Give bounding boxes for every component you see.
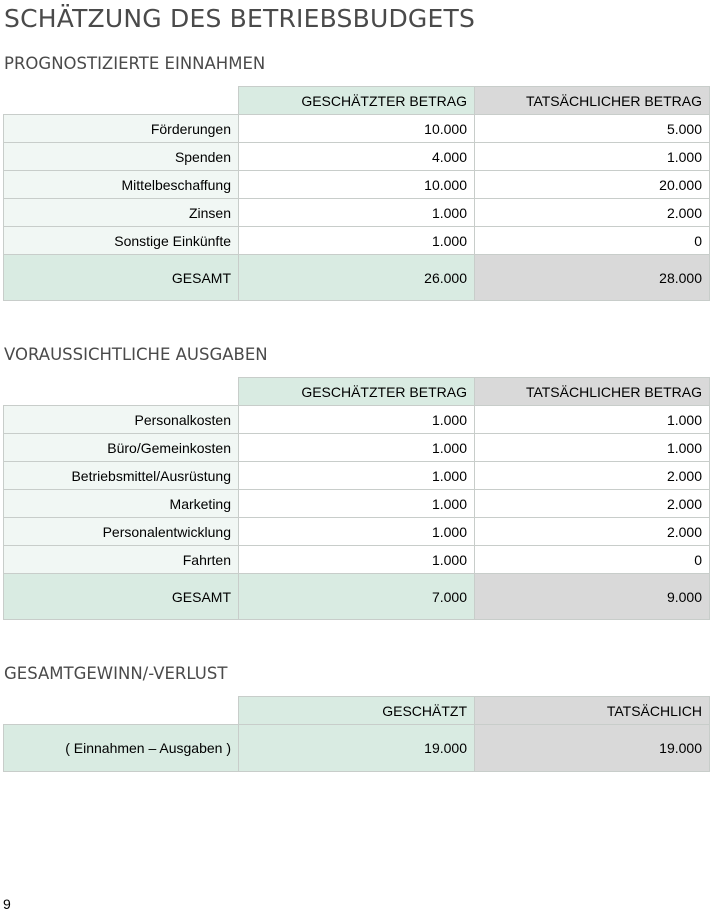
income-total-actual: 28.000 — [475, 255, 710, 301]
expenses-total-row — [4, 574, 710, 620]
income-row-estimated: 1.000 — [239, 227, 475, 255]
profit-section-title: GESAMTGEWINN/-VERLUST — [4, 664, 228, 683]
expenses-row-estimated: 1.000 — [239, 434, 475, 462]
expenses-row-label: Marketing — [4, 490, 239, 518]
expenses-row-actual: 1.000 — [475, 434, 710, 462]
expenses-row-buero — [4, 434, 710, 462]
income-row-label: Mittelbeschaffung — [4, 171, 239, 199]
profit-row-estimated: 19.000 — [239, 725, 475, 772]
income-row-label: Förderungen — [4, 115, 239, 143]
expenses-row-label: Betriebsmittel/Ausrüstung — [4, 462, 239, 490]
income-row-mittelbeschaffung — [4, 171, 710, 199]
income-row-actual: 1.000 — [475, 143, 710, 171]
expenses-row-estimated: 1.000 — [239, 518, 475, 546]
income-row-label: Spenden — [4, 143, 239, 171]
expenses-row-fahrten — [4, 546, 710, 574]
profit-header-blank — [4, 697, 239, 725]
expenses-row-betriebsmittel — [4, 462, 710, 490]
expenses-row-personalentwicklung — [4, 518, 710, 546]
expenses-header-blank — [4, 378, 239, 406]
expenses-row-actual: 0 — [475, 546, 710, 574]
expenses-row-label: Personalkosten — [4, 406, 239, 434]
income-row-spenden — [4, 143, 710, 171]
expenses-total-actual: 9.000 — [475, 574, 710, 620]
expenses-row-actual: 2.000 — [475, 462, 710, 490]
expenses-header-actual: TATSÄCHLICHER BETRAG — [475, 378, 710, 406]
income-row-estimated: 10.000 — [239, 115, 475, 143]
income-header-blank — [4, 87, 239, 115]
expenses-row-label: Personalentwicklung — [4, 518, 239, 546]
income-row-label: Zinsen — [4, 199, 239, 227]
expenses-header-row — [4, 378, 710, 406]
expenses-table — [3, 377, 710, 620]
expenses-total-estimated: 7.000 — [239, 574, 475, 620]
expenses-row-estimated: 1.000 — [239, 462, 475, 490]
profit-row-label: ( Einnahmen – Ausgaben ) — [4, 725, 239, 772]
expenses-total-label: GESAMT — [4, 574, 239, 620]
income-row-sonstige — [4, 227, 710, 255]
income-header-estimated: GESCHÄTZTER BETRAG — [239, 87, 475, 115]
income-row-actual: 0 — [475, 227, 710, 255]
page-title: SCHÄTZUNG DES BETRIEBSBUDGETS — [4, 4, 476, 33]
income-header-row — [4, 87, 710, 115]
expenses-row-marketing — [4, 490, 710, 518]
income-row-estimated: 1.000 — [239, 199, 475, 227]
profit-row — [4, 725, 710, 772]
income-table — [3, 86, 710, 301]
profit-header-row — [4, 697, 710, 725]
expenses-row-estimated: 1.000 — [239, 490, 475, 518]
income-row-actual: 2.000 — [475, 199, 710, 227]
income-row-foerderungen — [4, 115, 710, 143]
income-row-actual: 5.000 — [475, 115, 710, 143]
profit-table — [3, 696, 710, 772]
income-row-label: Sonstige Einkünfte — [4, 227, 239, 255]
income-total-row — [4, 255, 710, 301]
profit-header-actual: TATSÄCHLICH — [475, 697, 710, 725]
expenses-row-label: Büro/Gemeinkosten — [4, 434, 239, 462]
income-header-actual: TATSÄCHLICHER BETRAG — [475, 87, 710, 115]
income-total-label: GESAMT — [4, 255, 239, 301]
income-row-estimated: 10.000 — [239, 171, 475, 199]
income-row-actual: 20.000 — [475, 171, 710, 199]
expenses-row-actual: 1.000 — [475, 406, 710, 434]
income-row-estimated: 4.000 — [239, 143, 475, 171]
income-total-estimated: 26.000 — [239, 255, 475, 301]
profit-row-actual: 19.000 — [475, 725, 710, 772]
expenses-row-estimated: 1.000 — [239, 406, 475, 434]
profit-header-estimated: GESCHÄTZT — [239, 697, 475, 725]
expenses-row-personalkosten — [4, 406, 710, 434]
expenses-row-estimated: 1.000 — [239, 546, 475, 574]
income-row-zinsen — [4, 199, 710, 227]
expenses-section-title: VORAUSSICHTLICHE AUSGABEN — [4, 345, 268, 364]
income-section-title: PROGNOSTIZIERTE EINNAHMEN — [4, 54, 266, 73]
expenses-row-actual: 2.000 — [475, 490, 710, 518]
expenses-header-estimated: GESCHÄTZTER BETRAG — [239, 378, 475, 406]
expenses-row-actual: 2.000 — [475, 518, 710, 546]
page-number: 9 — [3, 896, 11, 912]
expenses-row-label: Fahrten — [4, 546, 239, 574]
